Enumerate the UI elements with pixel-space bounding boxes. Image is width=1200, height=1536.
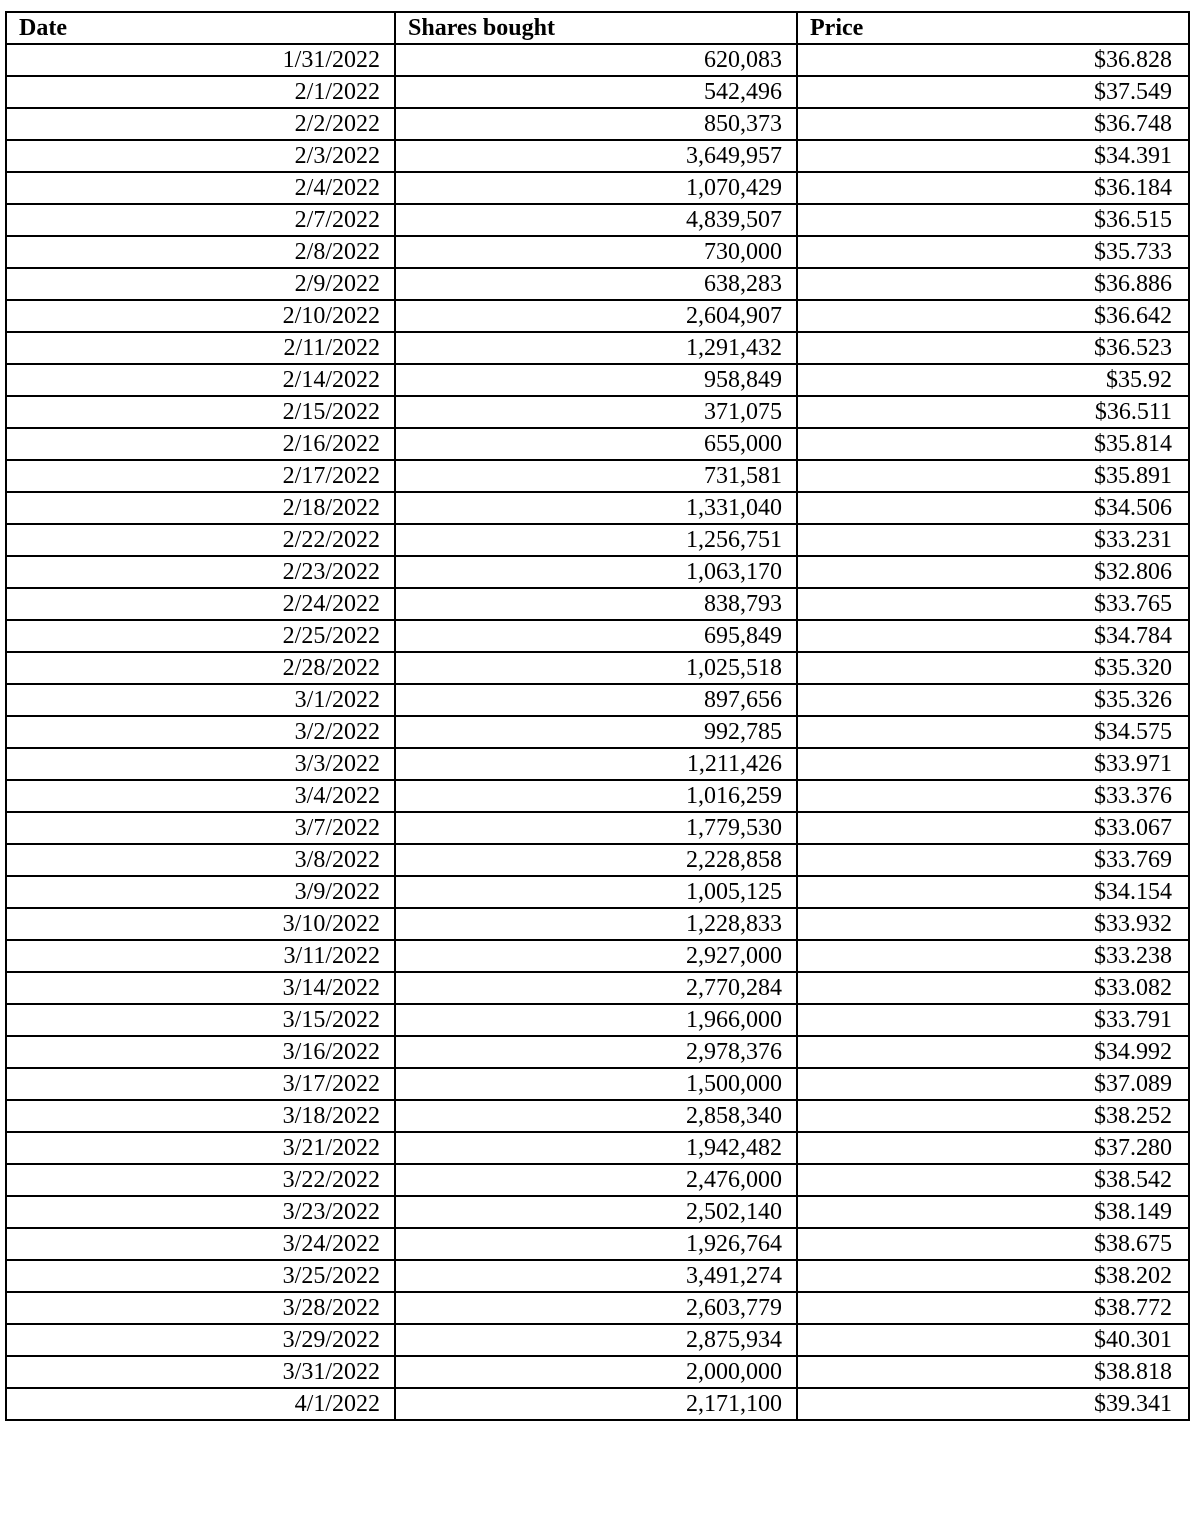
table-row [6, 364, 1189, 396]
shares-bought-cell: 992,785 [395, 716, 797, 748]
price-cell: $34.575 [797, 716, 1189, 748]
table-row [6, 812, 1189, 844]
shares-bought-cell: 1,291,432 [395, 332, 797, 364]
shares-bought-cell: 1,211,426 [395, 748, 797, 780]
price-cell: $40.301 [797, 1324, 1189, 1356]
shares-bought-cell: 2,603,779 [395, 1292, 797, 1324]
price-cell: $38.772 [797, 1292, 1189, 1324]
price-cell: $36.886 [797, 268, 1189, 300]
date-cell: 2/15/2022 [6, 396, 395, 428]
price-cell: $39.341 [797, 1388, 1189, 1420]
date-cell: 3/17/2022 [6, 1068, 395, 1100]
table-row [6, 1132, 1189, 1164]
date-cell: 2/22/2022 [6, 524, 395, 556]
date-cell: 2/16/2022 [6, 428, 395, 460]
price-cell: $37.089 [797, 1068, 1189, 1100]
shares-bought-cell: 2,604,907 [395, 300, 797, 332]
date-cell: 2/10/2022 [6, 300, 395, 332]
shares-bought-cell: 1,070,429 [395, 172, 797, 204]
table-row [6, 620, 1189, 652]
table-row [6, 332, 1189, 364]
price-cell: $34.784 [797, 620, 1189, 652]
price-cell: $33.231 [797, 524, 1189, 556]
price-cell: $38.252 [797, 1100, 1189, 1132]
price-cell: $33.067 [797, 812, 1189, 844]
table-row [6, 780, 1189, 812]
shares-bought-cell: 638,283 [395, 268, 797, 300]
table-row [6, 652, 1189, 684]
shares-bought-cell: 1,926,764 [395, 1228, 797, 1260]
date-cell: 2/3/2022 [6, 140, 395, 172]
shares-bought-cell: 3,491,274 [395, 1260, 797, 1292]
shares-bought-cell: 2,228,858 [395, 844, 797, 876]
table-body [6, 44, 1189, 1420]
shares-bought-cell: 1,016,259 [395, 780, 797, 812]
date-cell: 3/29/2022 [6, 1324, 395, 1356]
price-cell: $35.326 [797, 684, 1189, 716]
table-row [6, 44, 1189, 76]
shares-bought-cell: 730,000 [395, 236, 797, 268]
date-cell: 3/15/2022 [6, 1004, 395, 1036]
date-cell: 3/16/2022 [6, 1036, 395, 1068]
price-cell: $36.642 [797, 300, 1189, 332]
table-row [6, 1324, 1189, 1356]
price-cell: $38.542 [797, 1164, 1189, 1196]
date-cell: 2/4/2022 [6, 172, 395, 204]
shares-bought-cell: 838,793 [395, 588, 797, 620]
date-cell: 2/23/2022 [6, 556, 395, 588]
table-row [6, 1196, 1189, 1228]
shares-bought-cell: 1,025,518 [395, 652, 797, 684]
price-cell: $38.202 [797, 1260, 1189, 1292]
table-row [6, 76, 1189, 108]
price-cell: $34.391 [797, 140, 1189, 172]
table-row [6, 844, 1189, 876]
date-cell: 3/4/2022 [6, 780, 395, 812]
table-row [6, 1036, 1189, 1068]
shares-bought-cell: 1,331,040 [395, 492, 797, 524]
table-row [6, 556, 1189, 588]
shares-bought-column-header: Shares bought [395, 12, 797, 44]
date-cell: 3/8/2022 [6, 844, 395, 876]
date-cell: 3/9/2022 [6, 876, 395, 908]
price-cell: $33.769 [797, 844, 1189, 876]
table-row [6, 204, 1189, 236]
shares-bought-cell: 620,083 [395, 44, 797, 76]
date-cell: 3/7/2022 [6, 812, 395, 844]
table-row [6, 972, 1189, 1004]
date-cell: 2/17/2022 [6, 460, 395, 492]
price-cell: $35.733 [797, 236, 1189, 268]
date-cell: 2/9/2022 [6, 268, 395, 300]
price-cell: $38.818 [797, 1356, 1189, 1388]
table-row [6, 1388, 1189, 1420]
table-row [6, 524, 1189, 556]
table-row [6, 684, 1189, 716]
price-cell: $36.523 [797, 332, 1189, 364]
price-cell: $38.675 [797, 1228, 1189, 1260]
shares-bought-cell: 731,581 [395, 460, 797, 492]
date-cell: 3/10/2022 [6, 908, 395, 940]
price-cell: $34.992 [797, 1036, 1189, 1068]
table-row [6, 748, 1189, 780]
table-row [6, 300, 1189, 332]
date-column-header: Date [6, 12, 395, 44]
shares-bought-cell: 2,000,000 [395, 1356, 797, 1388]
price-cell: $35.891 [797, 460, 1189, 492]
date-cell: 2/11/2022 [6, 332, 395, 364]
table-row [6, 108, 1189, 140]
date-cell: 3/23/2022 [6, 1196, 395, 1228]
date-cell: 2/24/2022 [6, 588, 395, 620]
date-cell: 4/1/2022 [6, 1388, 395, 1420]
price-cell: $35.320 [797, 652, 1189, 684]
price-cell: $38.149 [797, 1196, 1189, 1228]
header-row [6, 12, 1189, 44]
price-cell: $37.280 [797, 1132, 1189, 1164]
date-cell: 2/1/2022 [6, 76, 395, 108]
price-cell: $34.154 [797, 876, 1189, 908]
table-row [6, 940, 1189, 972]
price-cell: $35.814 [797, 428, 1189, 460]
table-row [6, 908, 1189, 940]
date-cell: 2/25/2022 [6, 620, 395, 652]
table-row [6, 428, 1189, 460]
price-cell: $32.806 [797, 556, 1189, 588]
table-row [6, 172, 1189, 204]
price-cell: $36.828 [797, 44, 1189, 76]
table-row [6, 716, 1189, 748]
table-row [6, 1164, 1189, 1196]
price-cell: $33.238 [797, 940, 1189, 972]
table-row [6, 1356, 1189, 1388]
date-cell: 3/22/2022 [6, 1164, 395, 1196]
date-cell: 3/1/2022 [6, 684, 395, 716]
date-cell: 3/28/2022 [6, 1292, 395, 1324]
table-row [6, 876, 1189, 908]
shares-bought-cell: 1,228,833 [395, 908, 797, 940]
shares-bought-cell: 371,075 [395, 396, 797, 428]
table-row [6, 1292, 1189, 1324]
shares-bought-cell: 695,849 [395, 620, 797, 652]
table-row [6, 588, 1189, 620]
table-row [6, 460, 1189, 492]
date-cell: 2/2/2022 [6, 108, 395, 140]
price-cell: $33.376 [797, 780, 1189, 812]
price-cell: $33.971 [797, 748, 1189, 780]
date-cell: 3/21/2022 [6, 1132, 395, 1164]
shares-bought-cell: 1,500,000 [395, 1068, 797, 1100]
shares-bought-cell: 542,496 [395, 76, 797, 108]
shares-bought-cell: 958,849 [395, 364, 797, 396]
price-cell: $34.506 [797, 492, 1189, 524]
shares-bought-cell: 1,256,751 [395, 524, 797, 556]
date-cell: 3/18/2022 [6, 1100, 395, 1132]
table-row [6, 236, 1189, 268]
shares-bought-cell: 2,875,934 [395, 1324, 797, 1356]
shares-bought-cell: 1,005,125 [395, 876, 797, 908]
price-column-header: Price [797, 12, 1189, 44]
shares-bought-cell: 1,942,482 [395, 1132, 797, 1164]
shares-bought-cell: 2,927,000 [395, 940, 797, 972]
shares-bought-cell: 850,373 [395, 108, 797, 140]
shares-purchase-table [5, 11, 1190, 1421]
price-cell: $33.932 [797, 908, 1189, 940]
price-cell: $36.511 [797, 396, 1189, 428]
date-cell: 3/14/2022 [6, 972, 395, 1004]
date-cell: 2/7/2022 [6, 204, 395, 236]
date-cell: 3/2/2022 [6, 716, 395, 748]
table-row [6, 140, 1189, 172]
date-cell: 3/11/2022 [6, 940, 395, 972]
date-cell: 3/25/2022 [6, 1260, 395, 1292]
date-cell: 3/24/2022 [6, 1228, 395, 1260]
date-cell: 2/8/2022 [6, 236, 395, 268]
shares-bought-cell: 1,779,530 [395, 812, 797, 844]
date-cell: 3/3/2022 [6, 748, 395, 780]
shares-bought-cell: 655,000 [395, 428, 797, 460]
table-row [6, 492, 1189, 524]
shares-bought-cell: 3,649,957 [395, 140, 797, 172]
shares-bought-cell: 2,858,340 [395, 1100, 797, 1132]
table-row [6, 1068, 1189, 1100]
table-row [6, 1004, 1189, 1036]
price-cell: $36.184 [797, 172, 1189, 204]
shares-bought-cell: 4,839,507 [395, 204, 797, 236]
shares-bought-cell: 2,502,140 [395, 1196, 797, 1228]
table-row [6, 1228, 1189, 1260]
shares-bought-cell: 1,966,000 [395, 1004, 797, 1036]
date-cell: 3/31/2022 [6, 1356, 395, 1388]
table-row [6, 1260, 1189, 1292]
shares-bought-cell: 1,063,170 [395, 556, 797, 588]
table-row [6, 396, 1189, 428]
shares-bought-cell: 2,978,376 [395, 1036, 797, 1068]
table-row [6, 1100, 1189, 1132]
table-row [6, 268, 1189, 300]
price-cell: $35.92 [797, 364, 1189, 396]
price-cell: $33.765 [797, 588, 1189, 620]
shares-bought-cell: 2,770,284 [395, 972, 797, 1004]
price-cell: $37.549 [797, 76, 1189, 108]
date-cell: 2/14/2022 [6, 364, 395, 396]
date-cell: 2/18/2022 [6, 492, 395, 524]
price-cell: $33.082 [797, 972, 1189, 1004]
price-cell: $33.791 [797, 1004, 1189, 1036]
price-cell: $36.748 [797, 108, 1189, 140]
shares-bought-cell: 2,171,100 [395, 1388, 797, 1420]
shares-bought-cell: 2,476,000 [395, 1164, 797, 1196]
price-cell: $36.515 [797, 204, 1189, 236]
shares-bought-cell: 897,656 [395, 684, 797, 716]
date-cell: 2/28/2022 [6, 652, 395, 684]
date-cell: 1/31/2022 [6, 44, 395, 76]
